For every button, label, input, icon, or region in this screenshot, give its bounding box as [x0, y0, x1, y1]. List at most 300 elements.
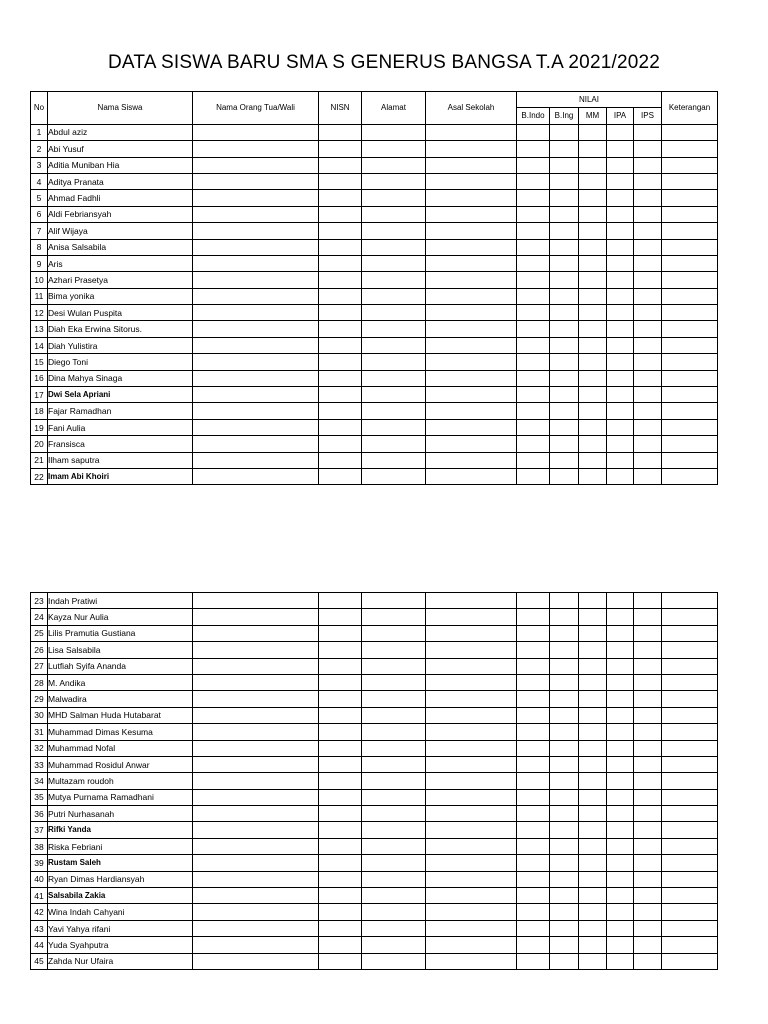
empty-cell [579, 436, 607, 452]
empty-cell [634, 740, 662, 756]
table-row [31, 272, 718, 288]
empty-cell [550, 871, 579, 887]
empty-cell [362, 609, 426, 625]
row-number: 10 [31, 272, 48, 288]
empty-cell [319, 288, 362, 304]
student-name: Riska Febriani [48, 838, 193, 854]
empty-cell [550, 239, 579, 255]
empty-cell [579, 806, 607, 822]
table-row [31, 609, 718, 625]
table-row [31, 953, 718, 969]
row-number: 39 [31, 855, 48, 871]
table-row [31, 756, 718, 772]
empty-cell [426, 321, 517, 337]
empty-cell [319, 387, 362, 403]
empty-cell [426, 609, 517, 625]
empty-cell [517, 190, 550, 206]
empty-cell [662, 674, 718, 690]
row-number: 26 [31, 642, 48, 658]
empty-cell [607, 452, 634, 468]
empty-cell [579, 707, 607, 723]
empty-cell [607, 855, 634, 871]
student-name: Kayza Nur Aulia [48, 609, 193, 625]
table-row [31, 337, 718, 353]
empty-cell [634, 157, 662, 173]
row-number: 5 [31, 190, 48, 206]
empty-cell [579, 593, 607, 609]
empty-cell [579, 724, 607, 740]
empty-cell [362, 173, 426, 189]
empty-cell [362, 593, 426, 609]
empty-cell [607, 593, 634, 609]
empty-cell [579, 888, 607, 904]
empty-cell [662, 642, 718, 658]
empty-cell [579, 953, 607, 969]
empty-cell [662, 305, 718, 321]
empty-cell [362, 871, 426, 887]
empty-cell [362, 904, 426, 920]
empty-cell [426, 953, 517, 969]
empty-cell [319, 920, 362, 936]
empty-cell [517, 871, 550, 887]
empty-cell [662, 255, 718, 271]
empty-cell [550, 888, 579, 904]
empty-cell [362, 937, 426, 953]
empty-cell [550, 436, 579, 452]
empty-cell [579, 609, 607, 625]
empty-cell [550, 609, 579, 625]
empty-cell [607, 223, 634, 239]
empty-cell [362, 724, 426, 740]
empty-cell [607, 773, 634, 789]
empty-cell [426, 822, 517, 838]
row-number: 4 [31, 173, 48, 189]
empty-cell [662, 920, 718, 936]
table-row [31, 157, 718, 173]
student-name: Diah Eka Erwina Sitorus. [48, 321, 193, 337]
empty-cell [193, 468, 319, 484]
empty-cell [193, 419, 319, 435]
empty-cell [550, 593, 579, 609]
empty-cell [550, 855, 579, 871]
empty-cell [579, 419, 607, 435]
empty-cell [550, 354, 579, 370]
row-number: 18 [31, 403, 48, 419]
empty-cell [607, 609, 634, 625]
row-number: 17 [31, 387, 48, 403]
table-row [31, 239, 718, 255]
empty-cell [634, 305, 662, 321]
table-row [31, 124, 718, 140]
empty-cell [362, 239, 426, 255]
empty-cell [517, 756, 550, 772]
empty-cell [426, 173, 517, 189]
empty-cell [634, 806, 662, 822]
empty-cell [550, 773, 579, 789]
student-name: MHD Salman Huda Hutabarat [48, 707, 193, 723]
empty-cell [607, 141, 634, 157]
empty-cell [193, 838, 319, 854]
empty-cell [550, 822, 579, 838]
empty-cell [550, 789, 579, 805]
empty-cell [193, 124, 319, 140]
empty-cell [426, 305, 517, 321]
header-ips: IPS [634, 108, 662, 124]
row-number: 45 [31, 953, 48, 969]
empty-cell [362, 403, 426, 419]
empty-cell [362, 141, 426, 157]
empty-cell [634, 321, 662, 337]
empty-cell [550, 124, 579, 140]
empty-cell [193, 789, 319, 805]
empty-cell [319, 674, 362, 690]
empty-cell [193, 255, 319, 271]
empty-cell [319, 272, 362, 288]
student-name: Imam Abi Khoiri [48, 468, 193, 484]
empty-cell [517, 239, 550, 255]
empty-cell [426, 157, 517, 173]
empty-cell [319, 468, 362, 484]
header-nama-ortu: Nama Orang Tua/Wali [193, 92, 319, 125]
empty-cell [607, 789, 634, 805]
empty-cell [426, 904, 517, 920]
table-row [31, 255, 718, 271]
empty-cell [193, 691, 319, 707]
empty-cell [662, 625, 718, 641]
empty-cell [362, 888, 426, 904]
empty-cell [193, 173, 319, 189]
empty-cell [550, 321, 579, 337]
empty-cell [607, 436, 634, 452]
empty-cell [634, 822, 662, 838]
table-row [31, 642, 718, 658]
empty-cell [550, 305, 579, 321]
empty-cell [362, 305, 426, 321]
empty-cell [362, 707, 426, 723]
row-number: 35 [31, 789, 48, 805]
table-row [31, 206, 718, 222]
empty-cell [517, 419, 550, 435]
empty-cell [193, 806, 319, 822]
student-name: Abdul aziz [48, 124, 193, 140]
empty-cell [634, 904, 662, 920]
student-name: M. Andika [48, 674, 193, 690]
empty-cell [319, 370, 362, 386]
table-row [31, 838, 718, 854]
empty-cell [426, 255, 517, 271]
empty-cell [634, 387, 662, 403]
empty-cell [550, 707, 579, 723]
student-name: Bima yonika [48, 288, 193, 304]
empty-cell [362, 838, 426, 854]
empty-cell [550, 206, 579, 222]
empty-cell [634, 658, 662, 674]
student-name: Mutya Purnama Ramadhani [48, 789, 193, 805]
table-row [31, 452, 718, 468]
empty-cell [319, 157, 362, 173]
student-name: Aditya Pranata [48, 173, 193, 189]
empty-cell [662, 658, 718, 674]
empty-cell [662, 387, 718, 403]
table-row [31, 305, 718, 321]
empty-cell [193, 305, 319, 321]
empty-cell [362, 124, 426, 140]
empty-cell [634, 674, 662, 690]
empty-cell [634, 920, 662, 936]
empty-cell [426, 773, 517, 789]
empty-cell [550, 642, 579, 658]
empty-cell [634, 789, 662, 805]
empty-cell [579, 157, 607, 173]
empty-cell [550, 691, 579, 707]
empty-cell [579, 904, 607, 920]
empty-cell [517, 593, 550, 609]
empty-cell [362, 468, 426, 484]
student-name: Fajar Ramadhan [48, 403, 193, 419]
student-name: Wina Indah Cahyani [48, 904, 193, 920]
empty-cell [607, 740, 634, 756]
empty-cell [319, 838, 362, 854]
empty-cell [426, 707, 517, 723]
empty-cell [662, 838, 718, 854]
empty-cell [362, 920, 426, 936]
empty-cell [517, 436, 550, 452]
empty-cell [662, 707, 718, 723]
empty-cell [426, 403, 517, 419]
empty-cell [517, 707, 550, 723]
empty-cell [579, 370, 607, 386]
empty-cell [550, 920, 579, 936]
empty-cell [579, 272, 607, 288]
student-name: Fani Aulia [48, 419, 193, 435]
empty-cell [193, 888, 319, 904]
empty-cell [193, 642, 319, 658]
empty-cell [607, 871, 634, 887]
empty-cell [550, 288, 579, 304]
empty-cell [362, 255, 426, 271]
row-number: 38 [31, 838, 48, 854]
empty-cell [193, 855, 319, 871]
empty-cell [426, 141, 517, 157]
empty-cell [634, 141, 662, 157]
empty-cell [517, 124, 550, 140]
header-alamat: Alamat [362, 92, 426, 125]
empty-cell [426, 387, 517, 403]
empty-cell [634, 593, 662, 609]
empty-cell [579, 337, 607, 353]
empty-cell [517, 888, 550, 904]
empty-cell [426, 658, 517, 674]
empty-cell [550, 724, 579, 740]
empty-cell [607, 354, 634, 370]
empty-cell [426, 838, 517, 854]
table-row [31, 937, 718, 953]
empty-cell [426, 468, 517, 484]
row-number: 6 [31, 206, 48, 222]
table-row [31, 223, 718, 239]
empty-cell [426, 223, 517, 239]
empty-cell [634, 642, 662, 658]
table-row [31, 822, 718, 838]
empty-cell [193, 370, 319, 386]
empty-cell [426, 337, 517, 353]
empty-cell [579, 625, 607, 641]
empty-cell [634, 272, 662, 288]
header-b-ing: B.Ing [550, 108, 579, 124]
empty-cell [634, 452, 662, 468]
empty-cell [319, 609, 362, 625]
empty-cell [662, 756, 718, 772]
empty-cell [362, 337, 426, 353]
empty-cell [607, 255, 634, 271]
header-no: No [31, 92, 48, 125]
table-row [31, 321, 718, 337]
empty-cell [607, 838, 634, 854]
empty-cell [319, 625, 362, 641]
student-name: Fransisca [48, 436, 193, 452]
empty-cell [517, 321, 550, 337]
empty-cell [662, 806, 718, 822]
header-ipa: IPA [607, 108, 634, 124]
student-name: Putri Nurhasanah [48, 806, 193, 822]
empty-cell [362, 387, 426, 403]
empty-cell [662, 141, 718, 157]
empty-cell [362, 206, 426, 222]
table-row [31, 789, 718, 805]
empty-cell [193, 953, 319, 969]
empty-cell [517, 337, 550, 353]
empty-cell [607, 288, 634, 304]
empty-cell [517, 452, 550, 468]
row-number: 22 [31, 468, 48, 484]
empty-cell [579, 173, 607, 189]
empty-cell [607, 756, 634, 772]
empty-cell [607, 920, 634, 936]
empty-cell [193, 920, 319, 936]
empty-cell [579, 740, 607, 756]
empty-cell [193, 707, 319, 723]
empty-cell [634, 173, 662, 189]
empty-cell [550, 255, 579, 271]
row-number: 20 [31, 436, 48, 452]
empty-cell [362, 354, 426, 370]
empty-cell [319, 888, 362, 904]
empty-cell [607, 190, 634, 206]
empty-cell [319, 904, 362, 920]
table-row [31, 468, 718, 484]
empty-cell [517, 141, 550, 157]
header-asal-sekolah: Asal Sekolah [426, 92, 517, 125]
empty-cell [634, 609, 662, 625]
empty-cell [550, 740, 579, 756]
student-name: Diego Toni [48, 354, 193, 370]
empty-cell [517, 724, 550, 740]
empty-cell [319, 937, 362, 953]
empty-cell [634, 255, 662, 271]
empty-cell [607, 642, 634, 658]
empty-cell [550, 838, 579, 854]
empty-cell [193, 141, 319, 157]
empty-cell [319, 255, 362, 271]
empty-cell [517, 674, 550, 690]
empty-cell [662, 190, 718, 206]
table-row [31, 888, 718, 904]
empty-cell [517, 953, 550, 969]
empty-cell [517, 789, 550, 805]
student-name: Rifki Yanda [48, 822, 193, 838]
empty-cell [319, 452, 362, 468]
empty-cell [319, 305, 362, 321]
empty-cell [362, 642, 426, 658]
empty-cell [517, 403, 550, 419]
table-row [31, 370, 718, 386]
header-nilai: NILAI [517, 92, 662, 108]
student-name: Ahmad Fadhli [48, 190, 193, 206]
empty-cell [634, 773, 662, 789]
empty-cell [517, 806, 550, 822]
empty-cell [319, 223, 362, 239]
empty-cell [426, 272, 517, 288]
empty-cell [193, 904, 319, 920]
row-number: 40 [31, 871, 48, 887]
empty-cell [517, 658, 550, 674]
empty-cell [193, 674, 319, 690]
empty-cell [362, 789, 426, 805]
empty-cell [579, 691, 607, 707]
empty-cell [362, 806, 426, 822]
student-name: Indah Pratiwi [48, 593, 193, 609]
empty-cell [579, 871, 607, 887]
empty-cell [579, 288, 607, 304]
empty-cell [579, 255, 607, 271]
empty-cell [362, 370, 426, 386]
empty-cell [362, 822, 426, 838]
empty-cell [607, 658, 634, 674]
row-number: 16 [31, 370, 48, 386]
empty-cell [319, 756, 362, 772]
row-number: 42 [31, 904, 48, 920]
empty-cell [426, 691, 517, 707]
student-name: Aris [48, 255, 193, 271]
empty-cell [607, 419, 634, 435]
row-number: 37 [31, 822, 48, 838]
empty-cell [426, 354, 517, 370]
empty-cell [607, 625, 634, 641]
empty-cell [662, 337, 718, 353]
empty-cell [193, 239, 319, 255]
empty-cell [634, 190, 662, 206]
empty-cell [319, 953, 362, 969]
student-name: Alif Wijaya [48, 223, 193, 239]
empty-cell [550, 157, 579, 173]
empty-cell [362, 190, 426, 206]
row-number: 25 [31, 625, 48, 641]
empty-cell [426, 642, 517, 658]
empty-cell [550, 625, 579, 641]
row-number: 14 [31, 337, 48, 353]
empty-cell [607, 674, 634, 690]
student-name: Multazam roudoh [48, 773, 193, 789]
empty-cell [607, 822, 634, 838]
table-row [31, 707, 718, 723]
empty-cell [662, 288, 718, 304]
empty-cell [550, 658, 579, 674]
empty-cell [662, 468, 718, 484]
empty-cell [550, 223, 579, 239]
empty-cell [662, 124, 718, 140]
empty-cell [362, 756, 426, 772]
empty-cell [319, 239, 362, 255]
